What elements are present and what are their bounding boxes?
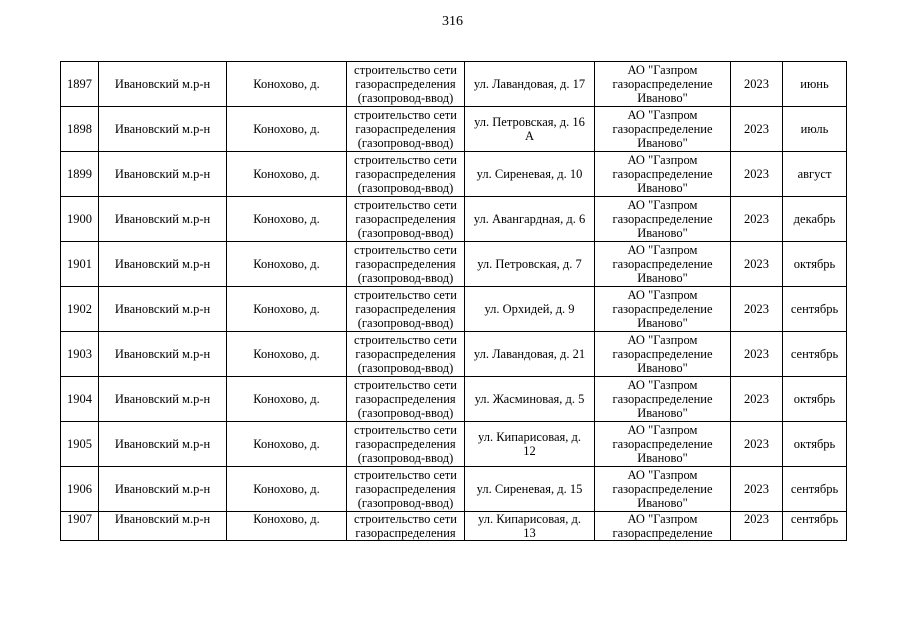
cell-locality: Конохово, д. — [227, 422, 347, 467]
cell-work-type-line: строительство сети — [354, 288, 457, 302]
cell-work-type-line: строительство сети — [354, 243, 457, 257]
cell-locality: Конохово, д. — [227, 242, 347, 287]
cell-number: 1898 — [61, 107, 99, 152]
cell-address-line: ул. Петровская, д. 16 — [474, 115, 585, 129]
cell-work-type — [347, 422, 465, 467]
cell-organization-line: газораспределение — [612, 122, 713, 136]
cell-year: 2023 — [731, 152, 783, 197]
cell-organization-line: газораспределение — [612, 167, 713, 181]
cell-address — [465, 512, 595, 541]
cell-locality: Конохово, д. — [227, 287, 347, 332]
cell-locality: Конохово, д. — [227, 467, 347, 512]
cell-organization-line: АО "Газпром — [627, 243, 698, 257]
cell-organization-line: АО "Газпром — [627, 288, 698, 302]
cell-work-type-line: газораспределения — [355, 392, 456, 406]
table-row — [61, 152, 847, 197]
cell-organization-line: АО "Газпром — [627, 333, 698, 347]
cell-work-type-line: газораспределения — [355, 437, 456, 451]
gas-connection-table — [60, 61, 847, 541]
cell-organization — [595, 512, 731, 541]
cell-organization-line: Иваново" — [637, 181, 688, 195]
cell-number: 1907 — [61, 512, 99, 541]
cell-organization-line: Иваново" — [637, 316, 688, 330]
cell-month: сентябрь — [783, 467, 847, 512]
cell-number: 1903 — [61, 332, 99, 377]
cell-year: 2023 — [731, 62, 783, 107]
cell-district: Ивановский м.р-н — [99, 242, 227, 287]
cell-address — [465, 467, 595, 512]
cell-organization-line: Иваново" — [637, 136, 688, 150]
cell-address — [465, 62, 595, 107]
table-row — [61, 377, 847, 422]
cell-address-line: 12 — [523, 444, 536, 458]
cell-month: декабрь — [783, 197, 847, 242]
cell-district: Ивановский м.р-н — [99, 422, 227, 467]
cell-month: июль — [783, 107, 847, 152]
cell-district: Ивановский м.р-н — [99, 332, 227, 377]
cell-work-type — [347, 377, 465, 422]
table-row — [61, 62, 847, 107]
cell-work-type-line: строительство сети — [354, 512, 457, 526]
cell-year: 2023 — [731, 467, 783, 512]
cell-address-line: ул. Кипарисовая, д. — [478, 430, 581, 444]
cell-work-type — [347, 62, 465, 107]
cell-organization-line: АО "Газпром — [627, 423, 698, 437]
table-row — [61, 197, 847, 242]
cell-organization — [595, 242, 731, 287]
cell-work-type-line: (газопровод-ввод) — [357, 181, 454, 195]
cell-organization-line: Иваново" — [637, 271, 688, 285]
cell-organization-line: газораспределение — [612, 257, 713, 271]
cell-organization-line: Иваново" — [637, 496, 688, 510]
table-row — [61, 467, 847, 512]
cell-organization-line: АО "Газпром — [627, 108, 698, 122]
cell-organization-line: газораспределение — [612, 526, 713, 540]
cell-month: октябрь — [783, 377, 847, 422]
cell-year: 2023 — [731, 422, 783, 467]
cell-work-type — [347, 197, 465, 242]
cell-address — [465, 197, 595, 242]
cell-work-type-line: (газопровод-ввод) — [357, 271, 454, 285]
cell-address — [465, 107, 595, 152]
cell-locality: Конохово, д. — [227, 377, 347, 422]
cell-work-type-line: (газопровод-ввод) — [357, 406, 454, 420]
cell-work-type-line: строительство сети — [354, 468, 457, 482]
cell-work-type-line: газораспределения — [355, 122, 456, 136]
cell-year: 2023 — [731, 332, 783, 377]
cell-organization-line: Иваново" — [637, 361, 688, 375]
table-row — [61, 512, 847, 541]
cell-district: Ивановский м.р-н — [99, 107, 227, 152]
cell-district: Ивановский м.р-н — [99, 467, 227, 512]
cell-number: 1906 — [61, 467, 99, 512]
cell-address — [465, 422, 595, 467]
cell-work-type-line: (газопровод-ввод) — [357, 136, 454, 150]
cell-address-line: ул. Жасминовая, д. 5 — [474, 392, 585, 406]
cell-work-type-line: строительство сети — [354, 153, 457, 167]
cell-work-type — [347, 332, 465, 377]
cell-district: Ивановский м.р-н — [99, 512, 227, 541]
cell-address-line: ул. Петровская, д. 7 — [477, 257, 582, 271]
cell-district: Ивановский м.р-н — [99, 197, 227, 242]
cell-year: 2023 — [731, 377, 783, 422]
cell-month: сентябрь — [783, 332, 847, 377]
cell-work-type-line: строительство сети — [354, 423, 457, 437]
cell-organization — [595, 62, 731, 107]
cell-locality: Конохово, д. — [227, 512, 347, 541]
cell-work-type-line: строительство сети — [354, 198, 457, 212]
cell-district: Ивановский м.р-н — [99, 152, 227, 197]
cell-organization-line: АО "Газпром — [627, 198, 698, 212]
cell-organization-line: Иваново" — [637, 406, 688, 420]
cell-month: сентябрь — [783, 287, 847, 332]
cell-month: сентябрь — [783, 512, 847, 541]
cell-organization-line: газораспределение — [612, 347, 713, 361]
cell-work-type-line: газораспределения — [355, 212, 456, 226]
cell-address — [465, 287, 595, 332]
cell-month: август — [783, 152, 847, 197]
cell-locality: Конохово, д. — [227, 332, 347, 377]
cell-organization-line: газораспределение — [612, 482, 713, 496]
cell-district: Ивановский м.р-н — [99, 62, 227, 107]
cell-work-type — [347, 512, 465, 541]
cell-work-type-line: газораспределения — [355, 482, 456, 496]
cell-locality: Конохово, д. — [227, 62, 347, 107]
cell-organization-line: АО "Газпром — [627, 63, 698, 77]
page-number: 316 — [442, 14, 463, 29]
cell-work-type-line: строительство сети — [354, 378, 457, 392]
cell-number: 1904 — [61, 377, 99, 422]
table-row — [61, 242, 847, 287]
cell-work-type-line: газораспределения — [355, 526, 456, 540]
cell-work-type-line: (газопровод-ввод) — [357, 91, 454, 105]
cell-address-line: ул. Орхидей, д. 9 — [484, 302, 575, 316]
cell-number: 1902 — [61, 287, 99, 332]
cell-work-type-line: (газопровод-ввод) — [357, 316, 454, 330]
cell-address-line: ул. Кипарисовая, д. — [478, 512, 581, 526]
cell-work-type-line: газораспределения — [355, 167, 456, 181]
cell-organization — [595, 287, 731, 332]
cell-organization — [595, 422, 731, 467]
cell-number: 1901 — [61, 242, 99, 287]
cell-address-line: ул. Лавандовая, д. 21 — [473, 347, 586, 361]
cell-work-type — [347, 242, 465, 287]
table-row — [61, 332, 847, 377]
cell-organization-line: газораспределение — [612, 212, 713, 226]
cell-work-type-line: газораспределения — [355, 77, 456, 91]
cell-organization-line: АО "Газпром — [627, 153, 698, 167]
cell-year: 2023 — [731, 287, 783, 332]
cell-work-type-line: (газопровод-ввод) — [357, 451, 454, 465]
cell-year: 2023 — [731, 512, 783, 541]
cell-address — [465, 152, 595, 197]
cell-organization — [595, 197, 731, 242]
cell-work-type-line: газораспределения — [355, 302, 456, 316]
cell-locality: Конохово, д. — [227, 107, 347, 152]
cell-district: Ивановский м.р-н — [99, 287, 227, 332]
cell-address-line: ул. Сиреневая, д. 10 — [476, 167, 583, 181]
cell-month: октябрь — [783, 422, 847, 467]
cell-work-type-line: (газопровод-ввод) — [357, 226, 454, 240]
cell-work-type-line: строительство сети — [354, 108, 457, 122]
cell-work-type-line: газораспределения — [355, 257, 456, 271]
cell-year: 2023 — [731, 242, 783, 287]
cell-organization-line: газораспределение — [612, 77, 713, 91]
cell-work-type-line: строительство сети — [354, 333, 457, 347]
cell-organization-line: Иваново" — [637, 451, 688, 465]
cell-work-type — [347, 107, 465, 152]
cell-month: октябрь — [783, 242, 847, 287]
cell-organization-line: АО "Газпром — [627, 468, 698, 482]
table-body — [61, 62, 847, 541]
cell-work-type — [347, 467, 465, 512]
cell-work-type-line: газораспределения — [355, 347, 456, 361]
table-row — [61, 422, 847, 467]
cell-month: июнь — [783, 62, 847, 107]
cell-work-type-line: строительство сети — [354, 63, 457, 77]
cell-organization-line: газораспределение — [612, 392, 713, 406]
cell-work-type — [347, 287, 465, 332]
cell-organization-line: АО "Газпром — [627, 512, 698, 526]
table-row — [61, 287, 847, 332]
cell-work-type-line: (газопровод-ввод) — [357, 361, 454, 375]
cell-number: 1899 — [61, 152, 99, 197]
table-row — [61, 107, 847, 152]
cell-organization — [595, 377, 731, 422]
cell-work-type — [347, 152, 465, 197]
cell-locality: Конохово, д. — [227, 197, 347, 242]
cell-organization-line: Иваново" — [637, 226, 688, 240]
cell-organization — [595, 152, 731, 197]
cell-year: 2023 — [731, 197, 783, 242]
cell-year: 2023 — [731, 107, 783, 152]
cell-address-line: 13 — [523, 526, 536, 540]
cell-work-type-line: (газопровод-ввод) — [357, 496, 454, 510]
cell-number: 1905 — [61, 422, 99, 467]
cell-address-line: ул. Лавандовая, д. 17 — [473, 77, 586, 91]
cell-organization-line: Иваново" — [637, 91, 688, 105]
cell-number: 1897 — [61, 62, 99, 107]
cell-address — [465, 242, 595, 287]
cell-address — [465, 377, 595, 422]
cell-organization-line: газораспределение — [612, 437, 713, 451]
cell-locality: Конохово, д. — [227, 152, 347, 197]
cell-organization — [595, 107, 731, 152]
cell-organization — [595, 332, 731, 377]
cell-organization-line: АО "Газпром — [627, 378, 698, 392]
cell-organization — [595, 467, 731, 512]
cell-address-line: ул. Сиреневая, д. 15 — [476, 482, 583, 496]
cell-address-line: А — [524, 129, 535, 143]
cell-organization-line: газораспределение — [612, 302, 713, 316]
cell-address-line: ул. Авангардная, д. 6 — [473, 212, 586, 226]
cell-district: Ивановский м.р-н — [99, 377, 227, 422]
cell-address — [465, 332, 595, 377]
cell-number: 1900 — [61, 197, 99, 242]
